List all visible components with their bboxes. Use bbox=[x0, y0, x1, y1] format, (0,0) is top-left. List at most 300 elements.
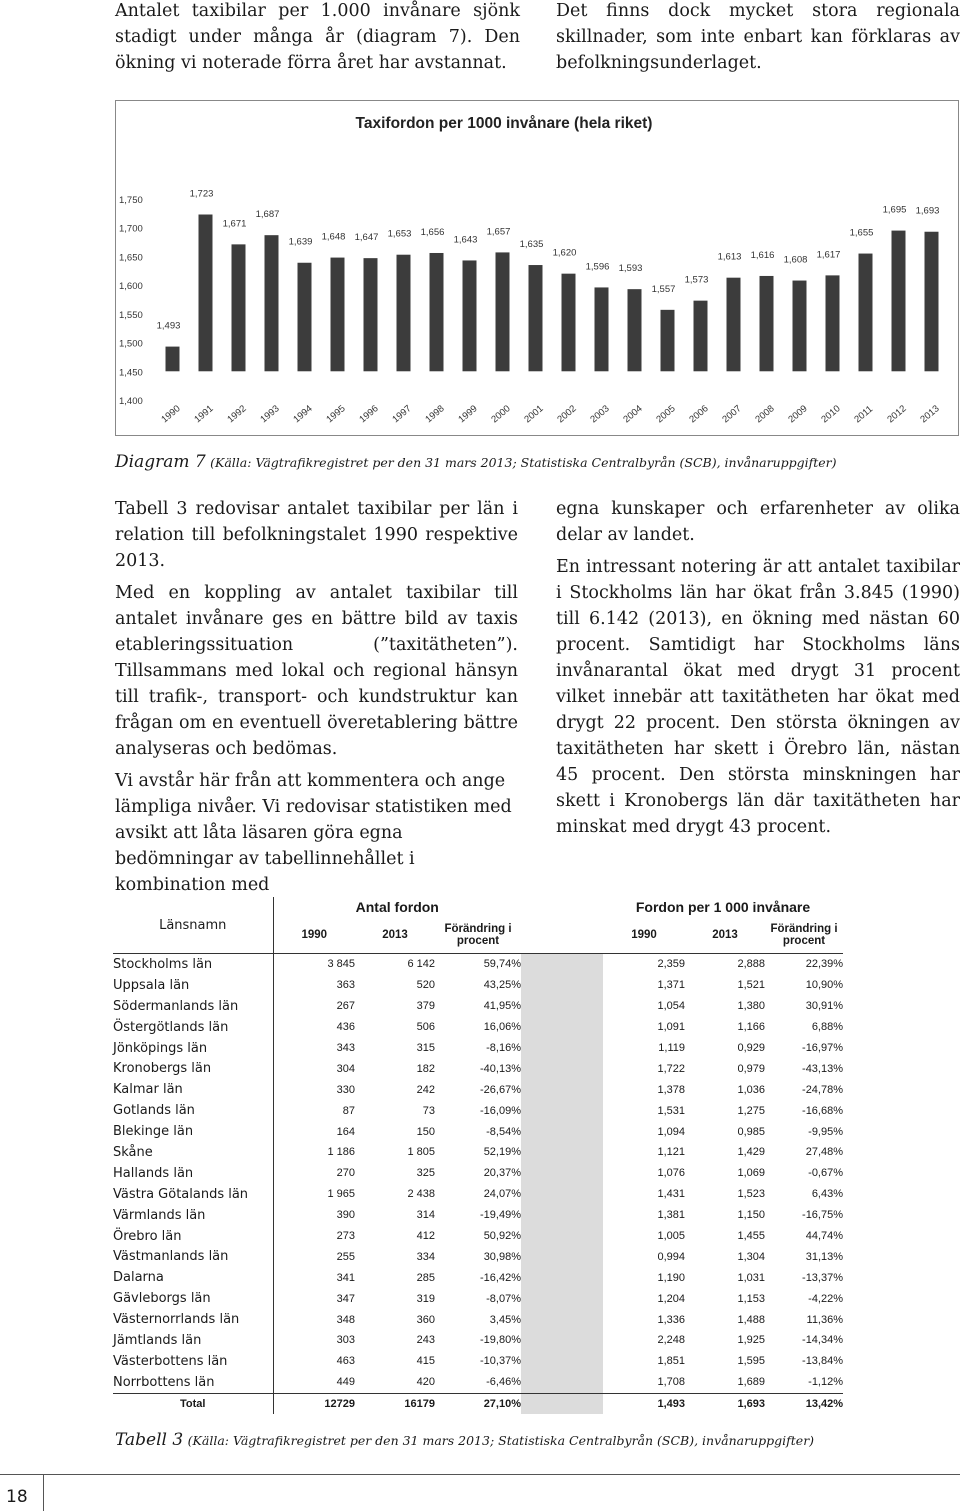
table-cell: -16,09% bbox=[480, 1104, 521, 1117]
table-cell: 1,005 bbox=[657, 1230, 685, 1243]
x-tick-label: 1997 bbox=[390, 403, 414, 426]
table-row bbox=[113, 1058, 843, 1079]
column-gap bbox=[521, 1393, 603, 1414]
x-tick-label: 1991 bbox=[192, 403, 216, 426]
county-name: Södermanlands län bbox=[113, 996, 273, 1017]
table-cell: 1,851 bbox=[657, 1355, 685, 1368]
column-gap bbox=[521, 996, 603, 1017]
x-tick-label: 2004 bbox=[621, 403, 645, 426]
table-row bbox=[113, 1267, 843, 1288]
column-gap bbox=[521, 975, 603, 996]
table-cell: 1,190 bbox=[657, 1271, 685, 1284]
table-cell: 13,42% bbox=[765, 1393, 843, 1414]
county-name: Skåne bbox=[113, 1142, 273, 1163]
bar bbox=[694, 301, 708, 372]
column-gap bbox=[521, 1226, 603, 1247]
county-name: Värmlands län bbox=[113, 1205, 273, 1226]
x-tick-label: 2005 bbox=[654, 403, 678, 426]
table-cell: 1,094 bbox=[657, 1125, 685, 1138]
bar-data-label: 1,693 bbox=[915, 205, 940, 217]
table-cell: 1,150 bbox=[737, 1209, 765, 1222]
bar-data-label: 1,648 bbox=[321, 231, 346, 243]
table-cell: 0,979 bbox=[737, 1062, 765, 1075]
table-cell: 1,380 bbox=[737, 1000, 765, 1013]
table-cell: -10,37% bbox=[480, 1355, 521, 1368]
chart-diagram-7 bbox=[115, 100, 959, 436]
table-cell: 390 bbox=[336, 1209, 355, 1222]
county-name: Dalarna bbox=[113, 1267, 273, 1288]
table-cell: 1,925 bbox=[737, 1334, 765, 1347]
bar-data-label: 1,723 bbox=[189, 188, 214, 200]
table-cell: 304 bbox=[336, 1062, 355, 1075]
table-cell: -40,13% bbox=[480, 1062, 521, 1075]
x-tick-label: 1998 bbox=[423, 403, 447, 426]
bar bbox=[430, 253, 444, 371]
county-name: Jämtlands län bbox=[113, 1330, 273, 1351]
county-name: Uppsala län bbox=[113, 975, 273, 996]
table-cell: 1,523 bbox=[737, 1188, 765, 1201]
column-gap bbox=[521, 954, 603, 975]
body-left-paragraph: Med en koppling av antalet taxibilar till antalet invånare ges en bättre bild av taxis etableringssituation (”taxitätheten”). Tillsammans med lokal och regional hänsyn till trafik-, transport- och kundstruktur kan frågan om en eventuell överetablering bättre analyseras och bedömas. bbox=[115, 583, 518, 759]
y-tick-label: 1,700 bbox=[119, 223, 143, 235]
table-cell: 319 bbox=[416, 1292, 435, 1305]
county-name: Västra Götalands län bbox=[113, 1184, 273, 1205]
table-cell: 2,888 bbox=[685, 954, 765, 975]
x-tick-label: 2006 bbox=[687, 403, 711, 426]
column-gap bbox=[521, 1267, 603, 1288]
table-cell: 30,91% bbox=[805, 1000, 844, 1013]
table-cell: -13,84% bbox=[802, 1355, 844, 1368]
table-cell: -8,54% bbox=[486, 1125, 521, 1138]
bar bbox=[397, 255, 411, 372]
table-cell: 30,98% bbox=[483, 1250, 521, 1263]
table-cell: -8,16% bbox=[486, 1042, 521, 1054]
column-gap bbox=[521, 1163, 603, 1184]
table-row bbox=[113, 1038, 843, 1059]
table-cell: 420 bbox=[416, 1376, 435, 1389]
header-change: Förändring i procent bbox=[770, 923, 838, 947]
table-cell: 363 bbox=[336, 979, 355, 992]
table-cell: 303 bbox=[336, 1334, 355, 1347]
county-name: Stockholms län bbox=[113, 954, 273, 975]
table-cell: 343 bbox=[336, 1042, 355, 1054]
county-name: Gävleborgs län bbox=[113, 1288, 273, 1309]
county-name: Örebro län bbox=[113, 1226, 273, 1247]
table-cell: -16,75% bbox=[802, 1209, 844, 1222]
x-tick-label: 1994 bbox=[291, 403, 315, 426]
table-cell: 0,929 bbox=[737, 1042, 765, 1054]
table-source: (Källa: Vägtrafikregistret per den 31 mars 2013; Statistiska Centralbyrån (SCB), invånaruppgifter) bbox=[187, 1433, 815, 1448]
table-cell: 243 bbox=[416, 1334, 435, 1347]
table-cell: 348 bbox=[336, 1313, 355, 1326]
table-body bbox=[113, 954, 843, 1414]
bar bbox=[463, 260, 477, 371]
table-cell: 1 805 bbox=[407, 1146, 435, 1159]
table-cell: 330 bbox=[336, 1083, 355, 1096]
diagram-label: Diagram 7 bbox=[115, 452, 206, 472]
table-cell: -26,67% bbox=[480, 1083, 521, 1096]
bar-data-label: 1,687 bbox=[255, 209, 280, 221]
table-cell: 463 bbox=[336, 1355, 355, 1368]
table-cell: -0,67% bbox=[808, 1167, 844, 1180]
intro-right-paragraph bbox=[556, 0, 960, 82]
table-cell: 1,153 bbox=[737, 1292, 765, 1305]
table-cell: 73 bbox=[422, 1104, 435, 1117]
table-row bbox=[113, 1079, 843, 1100]
table-cell: 1,595 bbox=[737, 1355, 765, 1368]
column-gap bbox=[521, 1038, 603, 1059]
table-cell: 325 bbox=[416, 1167, 435, 1180]
table-cell: 3 845 bbox=[273, 954, 355, 975]
column-gap bbox=[521, 1205, 603, 1226]
table-cell: 150 bbox=[416, 1125, 435, 1138]
bar-data-label: 1,655 bbox=[849, 227, 874, 239]
header-2013: 2013 bbox=[712, 929, 738, 941]
column-gap bbox=[521, 1058, 603, 1079]
bar bbox=[331, 258, 345, 372]
diagram-caption bbox=[115, 452, 837, 472]
county-name: Hallands län bbox=[113, 1163, 273, 1184]
table-cell: 1,722 bbox=[657, 1062, 685, 1075]
county-name: Kalmar län bbox=[113, 1079, 273, 1100]
table-cell: -9,95% bbox=[808, 1125, 844, 1138]
table-cell: -19,80% bbox=[480, 1334, 521, 1347]
table-row bbox=[113, 1246, 843, 1267]
bar-series bbox=[166, 215, 939, 372]
table-cell: 1 965 bbox=[327, 1188, 355, 1201]
bar-data-label: 1,593 bbox=[618, 263, 643, 275]
x-tick-label: 2012 bbox=[885, 403, 909, 426]
table-cell: 182 bbox=[416, 1062, 435, 1075]
y-tick-label: 1,450 bbox=[119, 367, 143, 379]
x-tick-label: 2007 bbox=[720, 403, 744, 426]
bar-data-label: 1,635 bbox=[519, 239, 544, 251]
y-tick-label: 1,500 bbox=[119, 338, 143, 350]
bar-data-label: 1,695 bbox=[882, 204, 907, 216]
bar-data-label: 1,613 bbox=[717, 251, 742, 263]
x-tick-label: 1990 bbox=[159, 403, 183, 426]
bar-data-label: 1,493 bbox=[156, 320, 181, 332]
table-cell: 22,39% bbox=[765, 954, 843, 975]
bar-data-label: 1,573 bbox=[684, 274, 709, 286]
bar bbox=[793, 281, 807, 372]
county-name: Östergötlands län bbox=[113, 1017, 273, 1038]
table-row bbox=[113, 1017, 843, 1038]
table-cell: 1,493 bbox=[603, 1393, 685, 1414]
bar-data-label: 1,596 bbox=[585, 261, 610, 273]
table-cell: 12729 bbox=[273, 1393, 355, 1414]
column-gap bbox=[521, 897, 603, 954]
table-cell: 6,43% bbox=[811, 1188, 844, 1201]
intro-right-text: Det finns dock mycket stora regionala skillnader, som inte enbart kan förklaras av befolkningsunderlaget. bbox=[556, 1, 960, 73]
table-cell: -13,37% bbox=[802, 1271, 844, 1284]
table-cell: 20,37% bbox=[483, 1167, 521, 1180]
y-tick-label: 1,600 bbox=[119, 281, 143, 293]
table-cell: 1,054 bbox=[657, 1000, 685, 1013]
table-cell: 43,25% bbox=[483, 979, 521, 992]
county-name: Jönköpings län bbox=[113, 1038, 273, 1059]
column-gap bbox=[521, 1246, 603, 1267]
table-cell: 41,95% bbox=[483, 1000, 521, 1013]
bar bbox=[628, 289, 642, 371]
county-table bbox=[113, 897, 843, 1414]
x-tick-label: 2011 bbox=[852, 403, 876, 426]
header-1990: 1990 bbox=[301, 929, 328, 941]
column-gap bbox=[521, 1121, 603, 1142]
body-left-column bbox=[115, 496, 518, 904]
header-change: Förändring i procent bbox=[444, 923, 512, 947]
table-row bbox=[113, 1288, 843, 1309]
table-row bbox=[113, 1309, 843, 1330]
table-cell: 1,488 bbox=[737, 1313, 765, 1326]
diagram-source: (Källa: Vägtrafikregistret per den 31 mars 2013; Statistiska Centralbyrån (SCB), invånaruppgifter) bbox=[210, 455, 837, 470]
x-tick-label: 2001 bbox=[522, 403, 546, 426]
county-data-table bbox=[113, 897, 843, 1414]
table-cell: 347 bbox=[336, 1292, 355, 1305]
x-tick-label: 2013 bbox=[918, 403, 942, 426]
bar bbox=[859, 254, 873, 372]
column-gap bbox=[521, 1100, 603, 1121]
column-gap bbox=[521, 1079, 603, 1100]
x-axis-labels bbox=[159, 403, 941, 425]
county-name: Total bbox=[113, 1393, 273, 1414]
table-cell: 1,204 bbox=[657, 1292, 685, 1305]
table-cell: -4,22% bbox=[808, 1292, 844, 1305]
header-fordon-per-1000: Fordon per 1 000 invånare bbox=[635, 899, 811, 915]
table-cell: 1,275 bbox=[737, 1104, 765, 1117]
table-cell: -1,12% bbox=[808, 1376, 844, 1389]
table-cell: 87 bbox=[342, 1104, 355, 1117]
table-cell: -24,78% bbox=[802, 1083, 844, 1096]
table-cell: 242 bbox=[416, 1083, 435, 1096]
chart-title: Taxifordon per 1000 invånare (hela riket) bbox=[355, 115, 653, 132]
column-gap bbox=[521, 1351, 603, 1372]
table-row bbox=[113, 1184, 843, 1205]
table-cell: 1,431 bbox=[657, 1188, 685, 1201]
table-cell: 1 186 bbox=[327, 1146, 355, 1159]
table-row bbox=[113, 1142, 843, 1163]
table-cell: 1,119 bbox=[658, 1042, 685, 1054]
y-tick-label: 1,550 bbox=[119, 309, 143, 321]
table-cell: 1,689 bbox=[737, 1376, 765, 1389]
bar-data-label: 1,639 bbox=[288, 236, 313, 248]
table-cell: 1,121 bbox=[657, 1146, 685, 1159]
bar bbox=[892, 231, 906, 372]
table-row bbox=[113, 1163, 843, 1184]
bar-data-label: 1,656 bbox=[420, 226, 445, 238]
table-cell: -19,49% bbox=[480, 1209, 521, 1222]
table-caption bbox=[115, 1430, 814, 1450]
table-cell: -16,42% bbox=[480, 1271, 521, 1284]
table-cell: 52,19% bbox=[483, 1146, 521, 1159]
table-cell: -14,34% bbox=[802, 1334, 844, 1347]
table-cell: 1,304 bbox=[737, 1250, 765, 1263]
table-cell: -16,68% bbox=[802, 1104, 844, 1117]
table-cell: 1,069 bbox=[737, 1167, 765, 1180]
bar bbox=[760, 276, 774, 371]
table-cell: 1,076 bbox=[657, 1167, 685, 1180]
table-cell: 520 bbox=[416, 979, 435, 992]
table-cell: 31,13% bbox=[805, 1250, 844, 1263]
table-cell: 267 bbox=[336, 1000, 355, 1013]
county-name: Västmanlands län bbox=[113, 1246, 273, 1267]
chart-svg bbox=[116, 101, 958, 435]
x-tick-label: 1993 bbox=[258, 403, 282, 426]
bar bbox=[727, 278, 741, 372]
table-cell: 449 bbox=[336, 1376, 355, 1389]
column-gap bbox=[521, 1309, 603, 1330]
bar bbox=[166, 347, 180, 372]
table-cell: -43,13% bbox=[802, 1062, 844, 1075]
county-name: Gotlands län bbox=[113, 1100, 273, 1121]
table-row bbox=[113, 1226, 843, 1247]
table-cell: 27,10% bbox=[435, 1393, 521, 1414]
x-tick-label: 2009 bbox=[786, 403, 810, 426]
table-cell: 1,091 bbox=[657, 1021, 685, 1034]
table-cell: 1,371 bbox=[657, 979, 685, 992]
x-tick-label: 1995 bbox=[324, 403, 348, 426]
table-cell: 415 bbox=[416, 1355, 435, 1368]
y-tick-label: 1,750 bbox=[119, 195, 143, 206]
body-right-column bbox=[556, 496, 960, 846]
bar bbox=[199, 215, 213, 372]
bar-data-label: 1,643 bbox=[453, 234, 478, 246]
table-cell: 11,36% bbox=[806, 1313, 844, 1326]
x-tick-label: 2002 bbox=[555, 403, 579, 426]
table-cell: 50,92% bbox=[483, 1230, 521, 1243]
column-gap bbox=[521, 1184, 603, 1205]
table-cell: 6,88% bbox=[811, 1021, 844, 1034]
table-row bbox=[113, 1372, 843, 1393]
bar bbox=[925, 232, 939, 372]
table-cell: 1,455 bbox=[737, 1230, 765, 1243]
x-tick-label: 2000 bbox=[489, 403, 513, 426]
header-antal-fordon: Antal fordon bbox=[355, 899, 439, 915]
table-cell: 2,248 bbox=[657, 1334, 685, 1347]
body-right-paragraph: egna kunskaper och erfarenheter av olika delar av landet. bbox=[556, 499, 960, 545]
table-cell: 314 bbox=[416, 1209, 435, 1222]
x-tick-label: 1992 bbox=[225, 403, 249, 426]
table-cell: 1,166 bbox=[737, 1021, 765, 1034]
table-row bbox=[113, 1205, 843, 1226]
table-total-row bbox=[113, 1393, 843, 1414]
table-cell: 1,531 bbox=[657, 1104, 685, 1117]
county-name: Västerbottens län bbox=[113, 1351, 273, 1372]
county-name: Västernorrlands län bbox=[113, 1309, 273, 1330]
table-cell: 2,359 bbox=[603, 954, 685, 975]
table-cell: 0,994 bbox=[657, 1250, 685, 1263]
table-cell: -6,46% bbox=[486, 1376, 521, 1389]
table-row bbox=[113, 996, 843, 1017]
x-tick-label: 1999 bbox=[456, 403, 480, 426]
bar bbox=[562, 274, 576, 372]
x-tick-label: 2010 bbox=[819, 403, 843, 426]
bar-data-label: 1,557 bbox=[651, 283, 676, 295]
table-row bbox=[113, 1351, 843, 1372]
table-cell: 285 bbox=[416, 1271, 435, 1284]
county-name: Blekinge län bbox=[113, 1121, 273, 1142]
table-cell: 1,031 bbox=[737, 1271, 765, 1284]
bar-data-label: 1,653 bbox=[387, 228, 412, 240]
page-footer-rule bbox=[43, 1474, 960, 1475]
table-cell: 24,07% bbox=[483, 1188, 521, 1201]
y-tick-label: 1,400 bbox=[119, 396, 143, 407]
table-cell: 44,74% bbox=[805, 1230, 844, 1243]
bar bbox=[595, 287, 609, 371]
table-cell: 164 bbox=[336, 1125, 355, 1138]
y-tick-label: 1,650 bbox=[119, 252, 143, 264]
table-cell: 436 bbox=[336, 1021, 355, 1034]
bar-data-label: 1,671 bbox=[222, 218, 247, 230]
table-row bbox=[113, 975, 843, 996]
table-cell: 360 bbox=[416, 1313, 435, 1326]
table-cell: 1,381 bbox=[657, 1209, 685, 1222]
table-cell: 341 bbox=[336, 1271, 355, 1284]
table-row bbox=[113, 1121, 843, 1142]
body-left-paragraph: Vi avstår här från att kommentera och ange lämpliga nivåer. Vi redovisar statistiken med avsikt att låta läsaren göra egna bedömningar av tabellinnehållet i kombination med bbox=[115, 771, 512, 895]
table-cell: -8,07% bbox=[486, 1292, 521, 1305]
table-cell: 273 bbox=[336, 1230, 355, 1243]
bar-data-label: 1,647 bbox=[354, 232, 379, 244]
table-cell: 255 bbox=[336, 1250, 355, 1263]
header-2013: 2013 bbox=[382, 929, 408, 941]
intro-left-text: Antalet taxibilar per 1.000 invånare sjönk stadigt under många år (diagram 7). Den ökning vi noterade förra året har avstannat. bbox=[115, 1, 520, 73]
table-cell: 1,036 bbox=[737, 1083, 765, 1096]
table-cell: 16179 bbox=[355, 1393, 435, 1414]
table-cell: 315 bbox=[416, 1042, 435, 1054]
table-row bbox=[113, 1100, 843, 1121]
county-name: Norrbottens län bbox=[113, 1372, 273, 1393]
header-lansnamn: Länsnamn bbox=[113, 897, 273, 954]
table-cell: 1,336 bbox=[657, 1313, 685, 1326]
bar bbox=[232, 244, 246, 371]
table-cell: 0,985 bbox=[737, 1125, 765, 1138]
table-cell: 379 bbox=[416, 1000, 435, 1013]
table-label: Tabell 3 bbox=[115, 1430, 184, 1450]
bar bbox=[265, 235, 279, 371]
column-gap bbox=[521, 1288, 603, 1309]
table-cell: 16,06% bbox=[483, 1021, 521, 1034]
table-cell: 1,378 bbox=[657, 1083, 685, 1096]
x-tick-label: 2008 bbox=[753, 403, 777, 426]
header-1990: 1990 bbox=[631, 929, 657, 941]
column-gap bbox=[521, 1017, 603, 1038]
table-cell: -16,97% bbox=[802, 1042, 844, 1054]
bar-data-label: 1,657 bbox=[486, 226, 511, 238]
column-gap bbox=[521, 1330, 603, 1351]
table-cell: 1,708 bbox=[657, 1376, 685, 1389]
y-axis-ticks bbox=[119, 195, 143, 407]
bar-data-label: 1,608 bbox=[783, 254, 808, 266]
table-row bbox=[113, 954, 843, 975]
bar bbox=[661, 310, 675, 371]
intro-left-paragraph bbox=[115, 0, 520, 82]
bar bbox=[826, 275, 840, 371]
bar-data-label: 1,616 bbox=[750, 249, 775, 261]
table-cell: 27,48% bbox=[805, 1146, 844, 1159]
table-cell: 1,429 bbox=[737, 1146, 765, 1159]
table-row bbox=[113, 1330, 843, 1351]
table-cell: 334 bbox=[416, 1250, 435, 1263]
county-name: Kronobergs län bbox=[113, 1058, 273, 1079]
table-cell: 6 142 bbox=[355, 954, 435, 975]
column-gap bbox=[521, 1372, 603, 1393]
bar bbox=[496, 252, 510, 371]
x-tick-label: 2003 bbox=[588, 403, 612, 426]
table-cell: 3,45% bbox=[489, 1313, 521, 1326]
table-cell: 270 bbox=[336, 1167, 355, 1180]
bar bbox=[298, 263, 312, 372]
